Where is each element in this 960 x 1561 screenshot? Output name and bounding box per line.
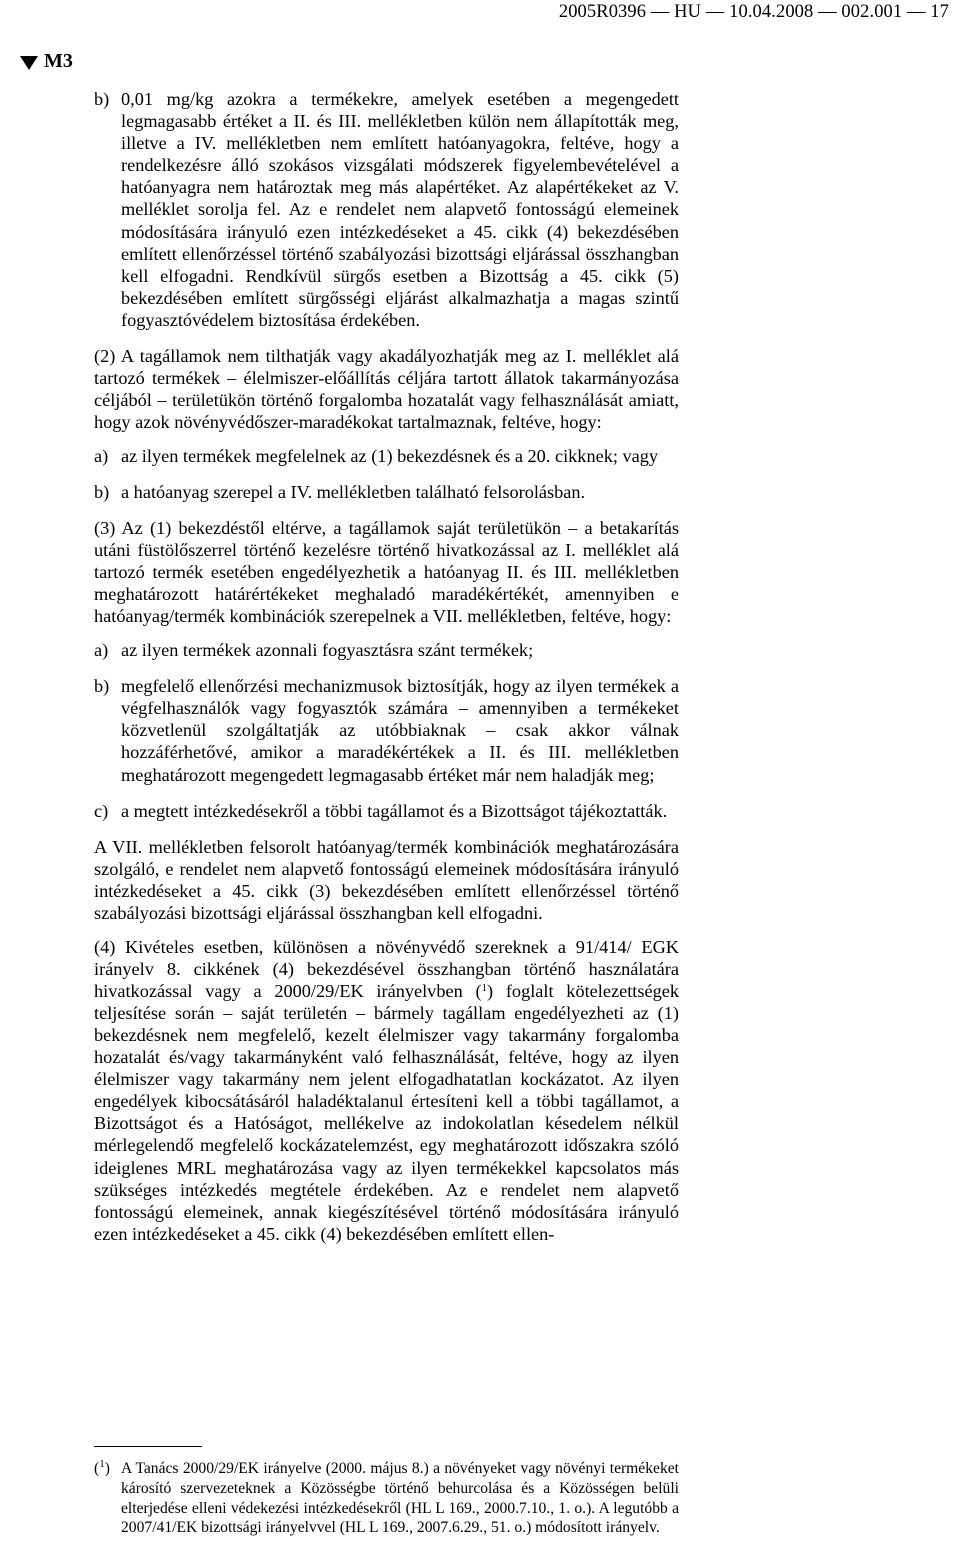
list-item-label: a): [94, 445, 109, 466]
list-item-label: b): [94, 89, 110, 109]
list-item-3c: [94, 800, 679, 822]
list-item-label: b): [94, 482, 110, 502]
document-reference-header: 2005R0396 — HU — 10.04.2008 — 002.001 — 17: [558, 2, 949, 22]
paragraph-4: [94, 936, 679, 1245]
paragraph-4-text-start: (4) Kivételes esetben, különösen a növényvédő szereknek a 91/414/ EGK irányelv 8. cikkének (4) bekezdésével összhangban történő használatára hivatkozással vagy a 2000/29/EK irányelvben (: [94, 936, 679, 1001]
list-item-text: 0,01 mg/kg azokra a termékekre, amelyek esetében a megengedett legmagasabb értéket a II. és III. mellékletben külön nem állapították meg, illetve a IV. mellékletben nem említett hatóanyagokra, feltéve, hogy a rendelkezésre álló szokásos vizsgálati módszerek figyelembevételével a hatóanyagra nem határoztak meg más alapértéket. Az alapértékeket az V. melléklet sorolja fel. Az e rendelet nem alapvető fontosságú elemeinek módosítására irányuló ezen intézkedéseket a 45. cikk (4) bekezdésében említett ellenőrzéssel történő szabályozási bizottsági eljárással összhangban kell elfogadni. Rendkívül sürgős esetben a Bizottság a 45. cikk (5) bekezdésében említett sürgősségi eljárást alkalmazhatja a magas szintű fogyasztóvédelem biztosítása érdekében.: [121, 89, 679, 330]
list-item-label: c): [94, 800, 109, 821]
list-item-label: b): [94, 676, 110, 697]
footnote-reference[interactable]: 1: [481, 981, 488, 994]
footnote: [94, 1459, 679, 1538]
paragraph-2: (2) A tagállamok nem tilthatják vagy akadályozhatják meg az I. melléklet alá tartozó termékek – élelmiszer-előállítás céljára tartott állatok takarmányozása céljából – területükön történő forgalomba hozatalát vagy felhasználását amiatt, hogy azok növényvédőszer-maradékokat tartalmaznak, feltéve, hogy:: [94, 346, 679, 433]
paragraph-3-closing: A VII. mellékletben felsorolt hatóanyag/termék kombinációk meghatározására szolgáló, e rendelet nem alapvető fontosságú elemeinek módosítására irányuló intézkedéseket a 45. cikk (3) bekezdésében említett ellenőrzéssel történő szabályozási bizottsági eljárással összhangban kell elfogadni.: [94, 836, 679, 923]
document-body: [94, 88, 679, 1256]
list-item-3a: [94, 639, 679, 661]
list-item-text: megfelelő ellenőrzési mechanizmusok biztosítják, hogy az ilyen termékek a végfelhasználók vagy fogyasztók számára – amennyiben a termékeket közvetlenül szolgáltatják az utóbbiaknak – csak akkor válnak hozzáférhetővé, amikor a maradékértékek a II. és III. mellékletben meghatározott megengedett legmagasabb értéket már nem haladják meg;: [121, 676, 679, 785]
triangle-down-icon: [20, 56, 38, 70]
list-item-label: a): [94, 640, 109, 661]
footnote-text: A Tanács 2000/29/EK irányelve (2000. május 8.) a növényeket vagy növényi termékeket károsító szervezeteknek a Közösségbe történő behurcolása és a Közösségen belüli elterjedése elleni védekezési intézkedésekről (HL L 169., 2000.7.10., 1. o.). A legutóbb a 2007/41/EK bizottsági irányelvvel (HL L 169., 2007.6.29., 51. o.) módosított irányelv.: [121, 1460, 679, 1537]
list-item-b-default-value: [94, 88, 679, 331]
list-item-2a: [94, 445, 679, 467]
list-item-text: a megtett intézkedésekről a többi tagállamot és a Bizottságot tájékoztatták.: [121, 800, 668, 821]
paragraph-3: (3) Az (1) bekezdéstől eltérve, a tagállamok saját területükön – a betakarítás utáni füstölőszerrel történő kezelésre történő hivatkozással az I. melléklet alá tartozó termék esetében engedélyezhetik a hatóanyag II. és III. mellékletben meghatározott határértékeket meghaladó maradékértékét, amennyiben e hatóanyag/termék kombinációk szerepelnek a VII. mellékletben, feltéve, hogy:: [94, 518, 679, 627]
list-item-2b: [94, 481, 679, 503]
footnote-separator: [94, 1446, 202, 1447]
list-item-text: az ilyen termékek megfelelnek az (1) bekezdésnek és a 20. cikknek; vagy: [121, 445, 659, 466]
list-item-text: az ilyen termékek azonnali fogyasztásra szánt termékek;: [121, 640, 534, 661]
amendment-marker: [20, 50, 73, 73]
footnote-number: ($^1$): [94, 1458, 110, 1477]
list-item-3b: [94, 675, 679, 785]
paragraph-4-text-end: ) foglalt kötelezettségek teljesítése során – saját területén – bármely tagállam engedélyezheti az (1) bekezdésnek nem megfelelő, kezelt élelmiszer vagy takarmány forgalomba hozatalát és/vagy takarmányként való felhasználását, feltéve, hogy az ilyen élelmiszer vagy takarmány nem jelent elfogadhatatlan kockázatot. Az ilyen engedélyek kibocsátásáról haladéktalanul értesíteni kell a többi tagállamot, a Bizottságot és a Hatóságot, mellékelve az indokolatlan késedelem nélkül mérlegelendő megfelelő kockázatelemzést, egy meghatározott időszakra szóló ideiglenes MRL meghatározása vagy az ilyen termékekkel kapcsolatos más szükséges intézkedés megtétele érdekében. Az e rendelet nem alapvető fontosságú elemeinek, annak kiegészítésével történő módosítására irányuló ezen intézkedéseket a 45. cikk (4) bekezdésében említett ellen-: [94, 980, 679, 1244]
list-item-text: a hatóanyag szerepel a IV. mellékletben található felsorolásban.: [121, 482, 586, 502]
amendment-marker-label: M3: [44, 50, 73, 72]
